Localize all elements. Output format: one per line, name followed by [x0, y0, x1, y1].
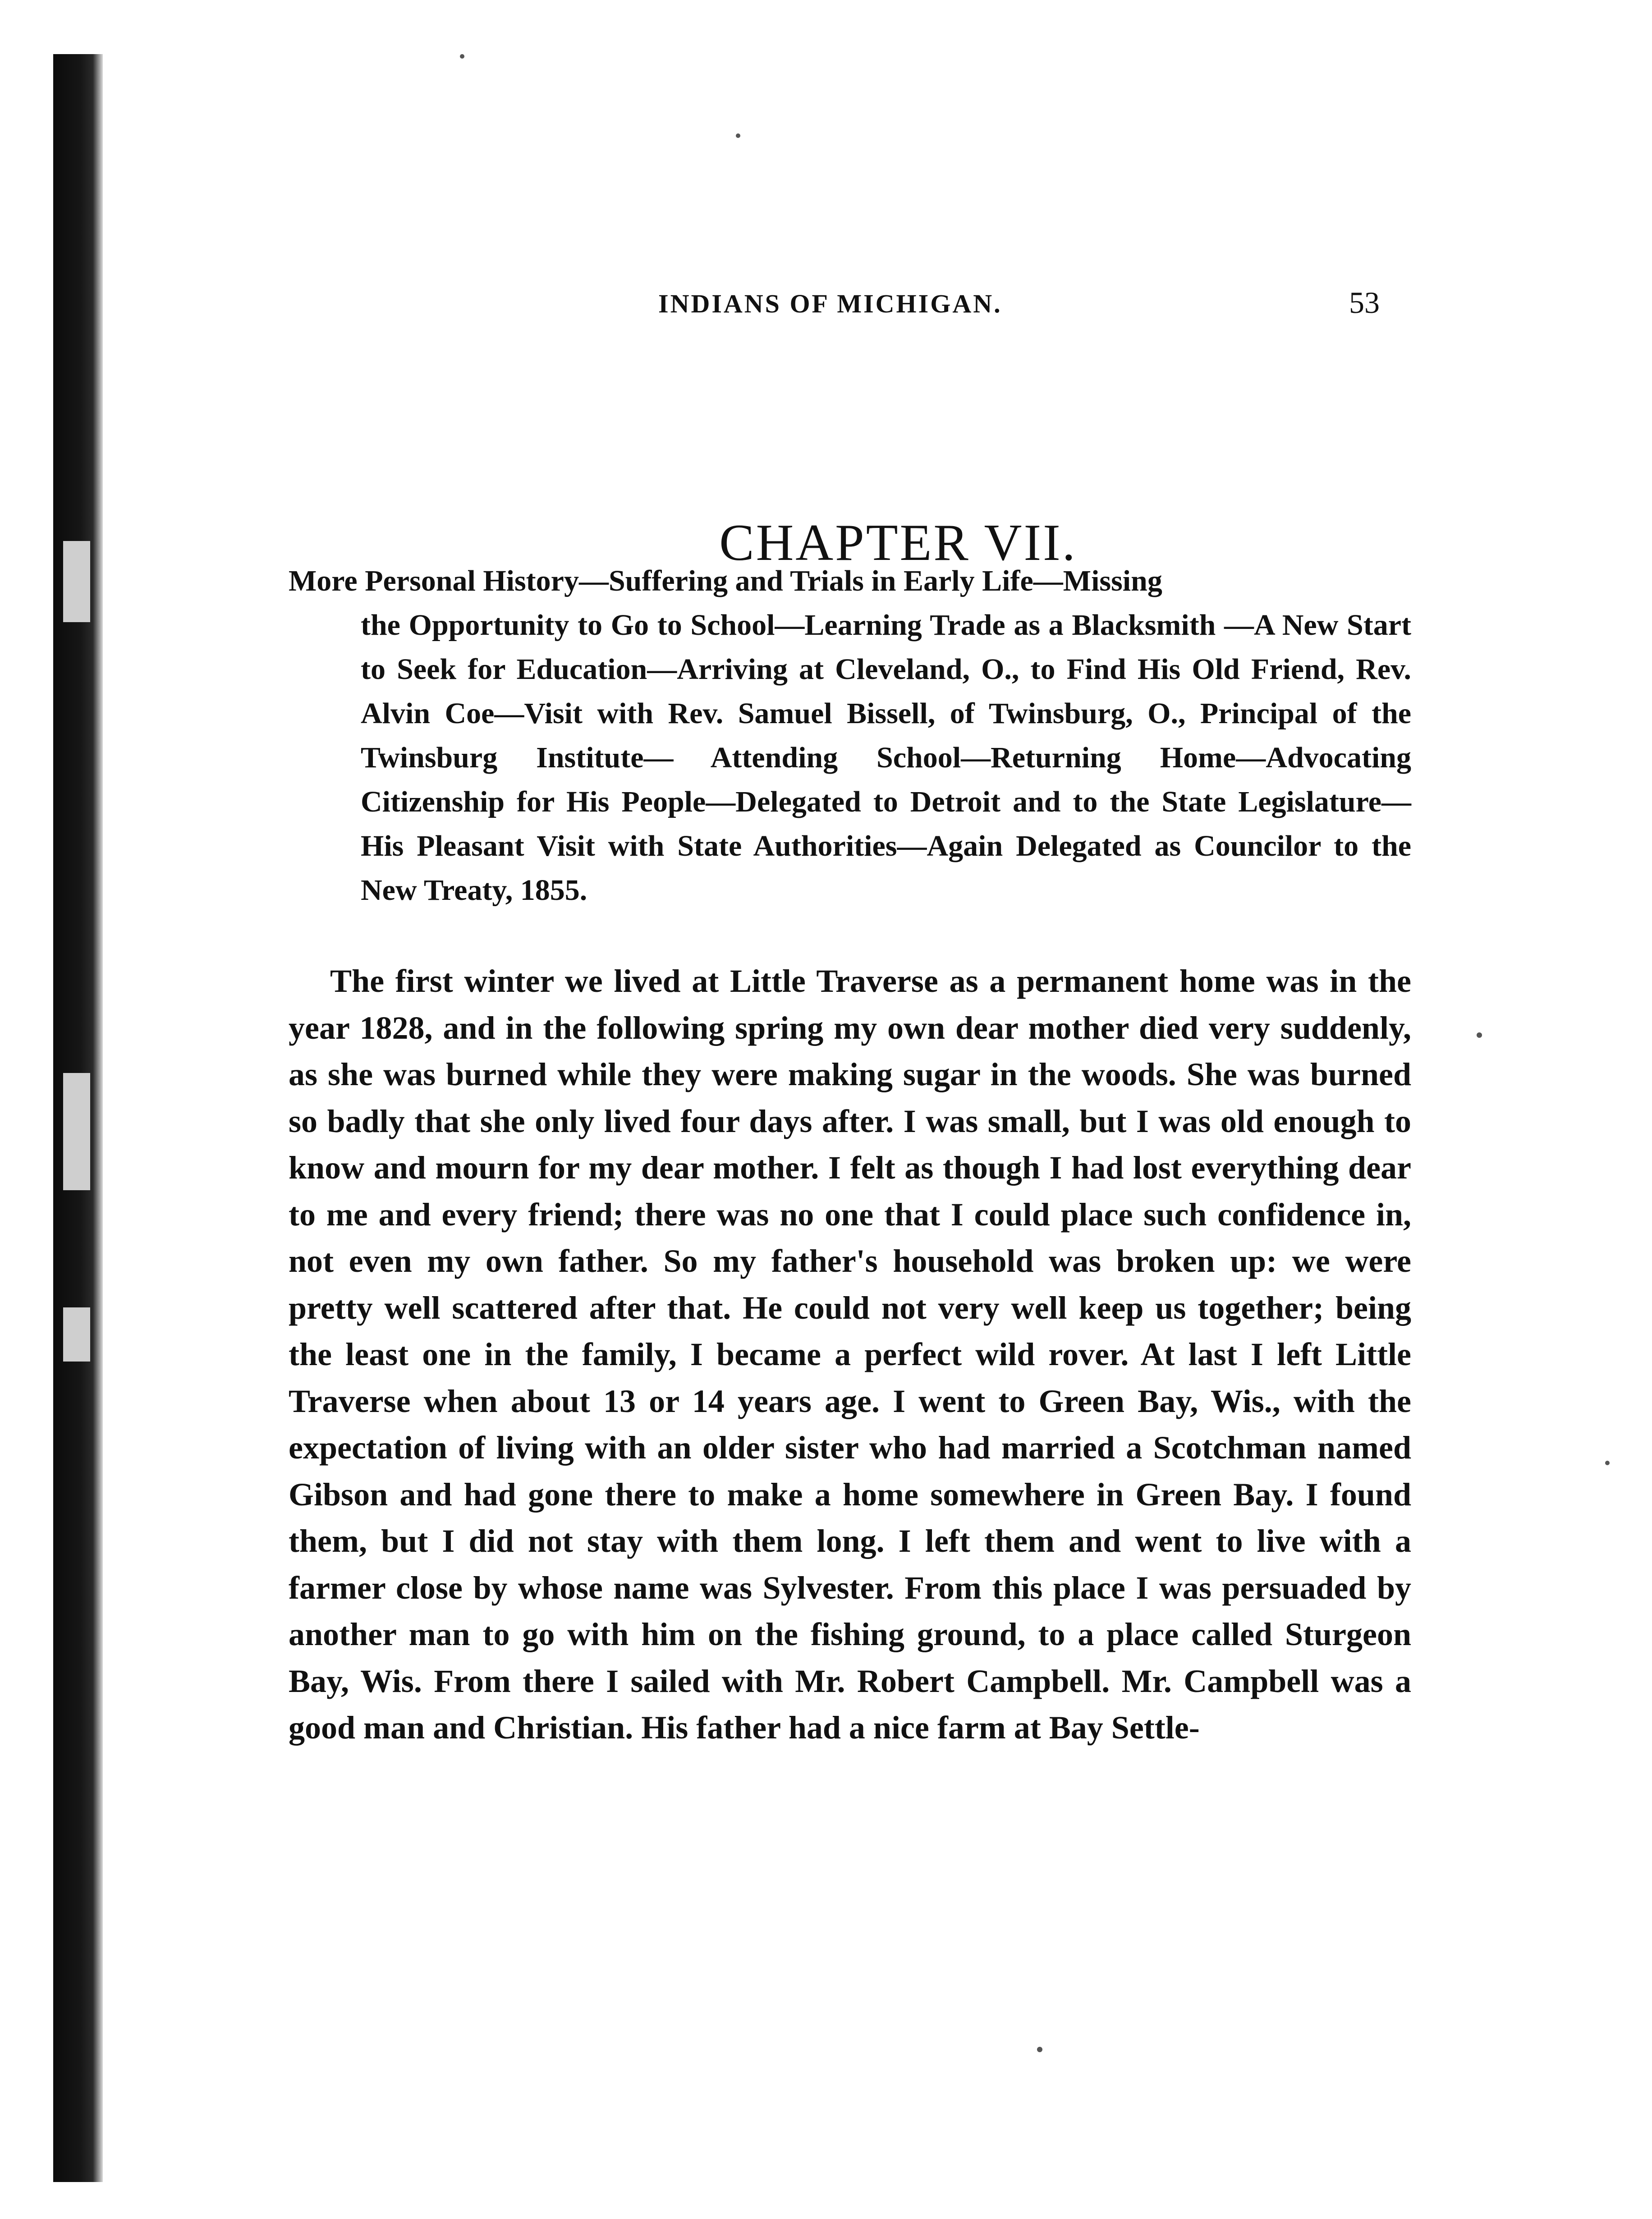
scan-dot — [460, 54, 464, 59]
scan-speck — [63, 1073, 90, 1190]
body-paragraph: The first winter we lived at Little Traverse as a permanent home was in the year 1828, and in the following spring my own dear mother died very suddenly, as she was burned while they were making sugar in the woods. She was burned so badly that she only lived four days after. I was small, but I was old enough to know and mourn for my dear mother. I felt as though I had lost everything dear to me and every friend; there was no one that I could place such confidence in, not even my own father. So my father's household was broken up: we were pretty well scattered after that. He could not very well keep us together; being the least one in the family, I became a perfect wild rover. At last I left Little Traverse when about 13 or 14 years age. I went to Green Bay, Wis., with the expectation of living with an older sister who had married a Scotchman named Gibson and had gone there to make a home somewhere in Green Bay. I found them, but I did not stay with them long. I left them and went to live with a farmer close by whose name was Sylvester. From this place I was persuaded by another man to go with him on the fishing ground, to a place called Sturgeon Bay, Wis. From there I sailed with Mr. Robert Campbell. Mr. Campbell was a good man and Christian. His father had a nice farm at Bay Settle- — [289, 963, 1411, 1746]
running-head: INDIANS OF MICHIGAN. — [658, 289, 1002, 318]
scan-dot — [1605, 1461, 1610, 1465]
page-number: 53 — [1349, 285, 1380, 320]
chapter-title: CHAPTER VII. — [719, 513, 1077, 572]
scan-speck — [63, 1307, 90, 1362]
scan-dot — [736, 133, 740, 138]
chapter-synopsis — [289, 559, 1411, 912]
scan-dot — [1037, 2047, 1042, 2052]
synopsis-first-line: More Personal History—Suffering and Trials in Early Life—Missing — [289, 564, 1162, 597]
synopsis-continuation: the Opportunity to Go to School—Learning Trade as a Blacksmith —A New Start to Seek for Education—Arriving at Cleveland, O., to Find His Old Friend, Rev. Alvin Coe—Visit with Rev. Samuel Bissell, of Twinsburg, O., Principal of the Twinsburg Institute— Attending School—Returning Home—Advocating Citizenship for His People—Delegated to Detroit and to the State Legislature— His Pleasant Visit with State Authorities—Again Delegated as Councilor to the New Treaty, 1855. — [361, 609, 1411, 907]
scan-dot — [1477, 1032, 1482, 1038]
page-header — [289, 285, 1380, 329]
